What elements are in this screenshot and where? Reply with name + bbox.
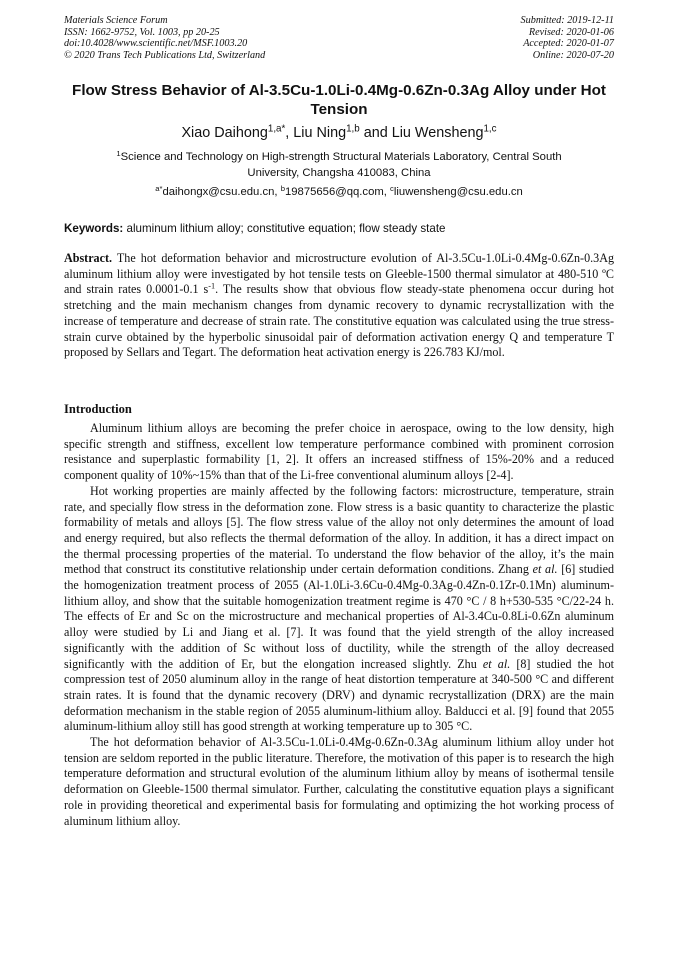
journal-name: Materials Science Forum (64, 15, 168, 26)
issn-line: ISSN: 1662-9752, Vol. 1003, pp 20-25 (64, 26, 220, 38)
email-mark: c (390, 183, 394, 193)
email-link[interactable]: daihongx@csu.edu.cn, (162, 186, 281, 198)
submitted-date: Submitted: 2019-12-11 (520, 15, 614, 26)
author-separator: and (359, 125, 392, 141)
online-date: Online: 2020-07-20 (532, 49, 614, 61)
email-mark: a* (155, 183, 163, 193)
paragraph: The hot deformation behavior of Al-3.5Cu-1.0Li-0.4Mg-0.6Zn-0.3Ag aluminum lithium alloy under hot tension are seldom reported in the public literature. Therefore, the motivation of this paper is to research the high temperature deformation and structural evolution of the aluminum lithium alloy by means of isothermal tensile deformation on Gleeble-1500 thermal simulator. Further, calculating the constitutive equation plays a significant role in providing theoretical and experimental basis for formulating and optimizing the hot working process of aluminum lithium alloy. (64, 735, 614, 828)
affiliation (90, 150, 588, 181)
paper-title: Flow Stress Behavior of Al-3.5Cu-1.0Li-0.4Mg-0.6Zn-0.3Ag Alloy under Hot Tension (72, 82, 606, 118)
abstract-text: The hot deformation behavior and microstructure evolution of Al-3.5Cu-1.0Li-0.4Mg-0.6Zn-0.3Ag aluminum lithium alloy were investigated by hot tensile tests on Gleeble-1500 thermal simulator at 480-510 ºC and strain rates 0.0001-0.1 s (64, 251, 614, 297)
affiliation-mark: 1 (116, 148, 121, 158)
author-list (60, 124, 618, 142)
author-affil-mark: 1,c (483, 123, 497, 135)
keywords-label: Keywords: (64, 222, 124, 235)
paragraph-text: [8] studied the hot compression test of 2050 aluminum alloy in the range of heat distortion temperature at 340-500 °C and different strain rates. It is found that the dynamic recovery (DRV) and dynamic recrystallization (DRX) are the main deformation mechanism in the stable region of 2055 aluminum-lithium alloy. Balducci et al. [9] found that 2055 aluminum-lithium alloy still has good strength at working temperature up to 305 °C. (64, 656, 615, 734)
affiliation-text: Science and Technology on High-strength Structural Materials Laboratory, Central South University, Changsha 410083, China (120, 151, 562, 179)
email-link[interactable]: liuwensheng@csu.edu.cn (393, 186, 523, 198)
author-name: Xiao Daihong (181, 125, 268, 141)
author-affil-mark: 1,a* (267, 123, 286, 135)
email-link[interactable]: 19875656@qq.com, (284, 186, 391, 198)
abstract-label: Abstract. (64, 251, 113, 265)
introduction-body (64, 421, 614, 829)
abstract-text: . The results show that obvious flow steady-state phenomena occur during hot stretching and the main mechanism changes from dynamic recovery to dynamic recrystallization with the increase of temperature and decrease of strain rate. The constitutive equation was calculated using the true stress-strain curve obtained by the hyperbolic sinusoidal pair of deformation activation energy Q and temperature T proposed by Sellars and Tegart. The deformation heat activation energy is 226.783 KJ/mol. (64, 282, 614, 360)
paragraph-text: [6] studied the homogenization treatment process of 2055 (Al-1.0Li-3.6Cu-0.4Mg-0.3Ag-0.4Zn-0.1Zr-0.1Mn) aluminum-lithium alloy, and show that the suitable homogenization treatment regime is 470 °C / 8 h+530-535 °C/22-24 h. The effects of Er and Sc on the microstructure and mechanical properties of Al-3.4Cu-0.8Li-0.6Zn aluminum alloy were studied by Li and Jiang et al. [7]. It was found that the yield strength of the alloy increased significantly with the addition of Sc without loss of ductility, while the strength of the alloy decreased significantly with the addition of Er, but the elongation increased slightly. Zhu (64, 562, 614, 671)
paragraph: Aluminum lithium alloys are becoming the prefer choice in aerospace, owing to the low density, high specific strength and stiffness, excellent low temperature performance combined with prominent corrosion resistance and superplastic formability [1, 2]. It offers an increased stiffness of 15%-20% and a reduced component quality of 10%~15% than that of the Li-free conventional aluminum alloys [2-4]. (64, 421, 614, 483)
abstract (64, 251, 614, 361)
keywords-text: aluminum lithium alloy; constitutive equation; flow steady state (123, 222, 446, 235)
doi-line[interactable]: doi:10.4028/www.scientific.net/MSF.1003.20 (64, 38, 248, 49)
author-name: Liu Ning (293, 125, 347, 141)
author-separator: , (285, 125, 294, 141)
email-mark: b (280, 183, 285, 193)
paragraph-italic: et al. (532, 562, 558, 577)
keywords (64, 222, 624, 236)
revised-date: Revised: 2020-01-06 (528, 26, 614, 38)
paragraph-italic: et al. (482, 656, 511, 671)
section-heading: Introduction (64, 402, 132, 416)
accepted-date: Accepted: 2020-01-07 (523, 38, 614, 49)
copyright-line: © 2020 Trans Tech Publications Ltd, Switzerland (64, 49, 266, 61)
journal-info (64, 15, 265, 61)
paragraph (64, 484, 614, 735)
author-affil-mark: 1,b (346, 123, 360, 135)
abstract-superscript: -1 (208, 281, 216, 291)
paragraph-text: Hot working properties are mainly affected by the following factors: microstructure, temperature, strain rate, and specially flow stress in the deformation zone. Flow stress is a basic quantity to characterize the plastic formability of metals and alloys [5]. The flow stress value of the alloy not only determines the amount of load and energy required, but also reflects the thermal deformation of the alloy. In addition, it has a direct impact on the thermal processing properties of the material. To understand the flow behavior of the alloy, it’s the main method that construct its constitutive relationship under certain deformation conditions. Zhang (64, 483, 614, 577)
submission-dates (521, 15, 614, 61)
author-emails (60, 185, 618, 200)
author-name: Liu Wensheng (391, 125, 484, 141)
